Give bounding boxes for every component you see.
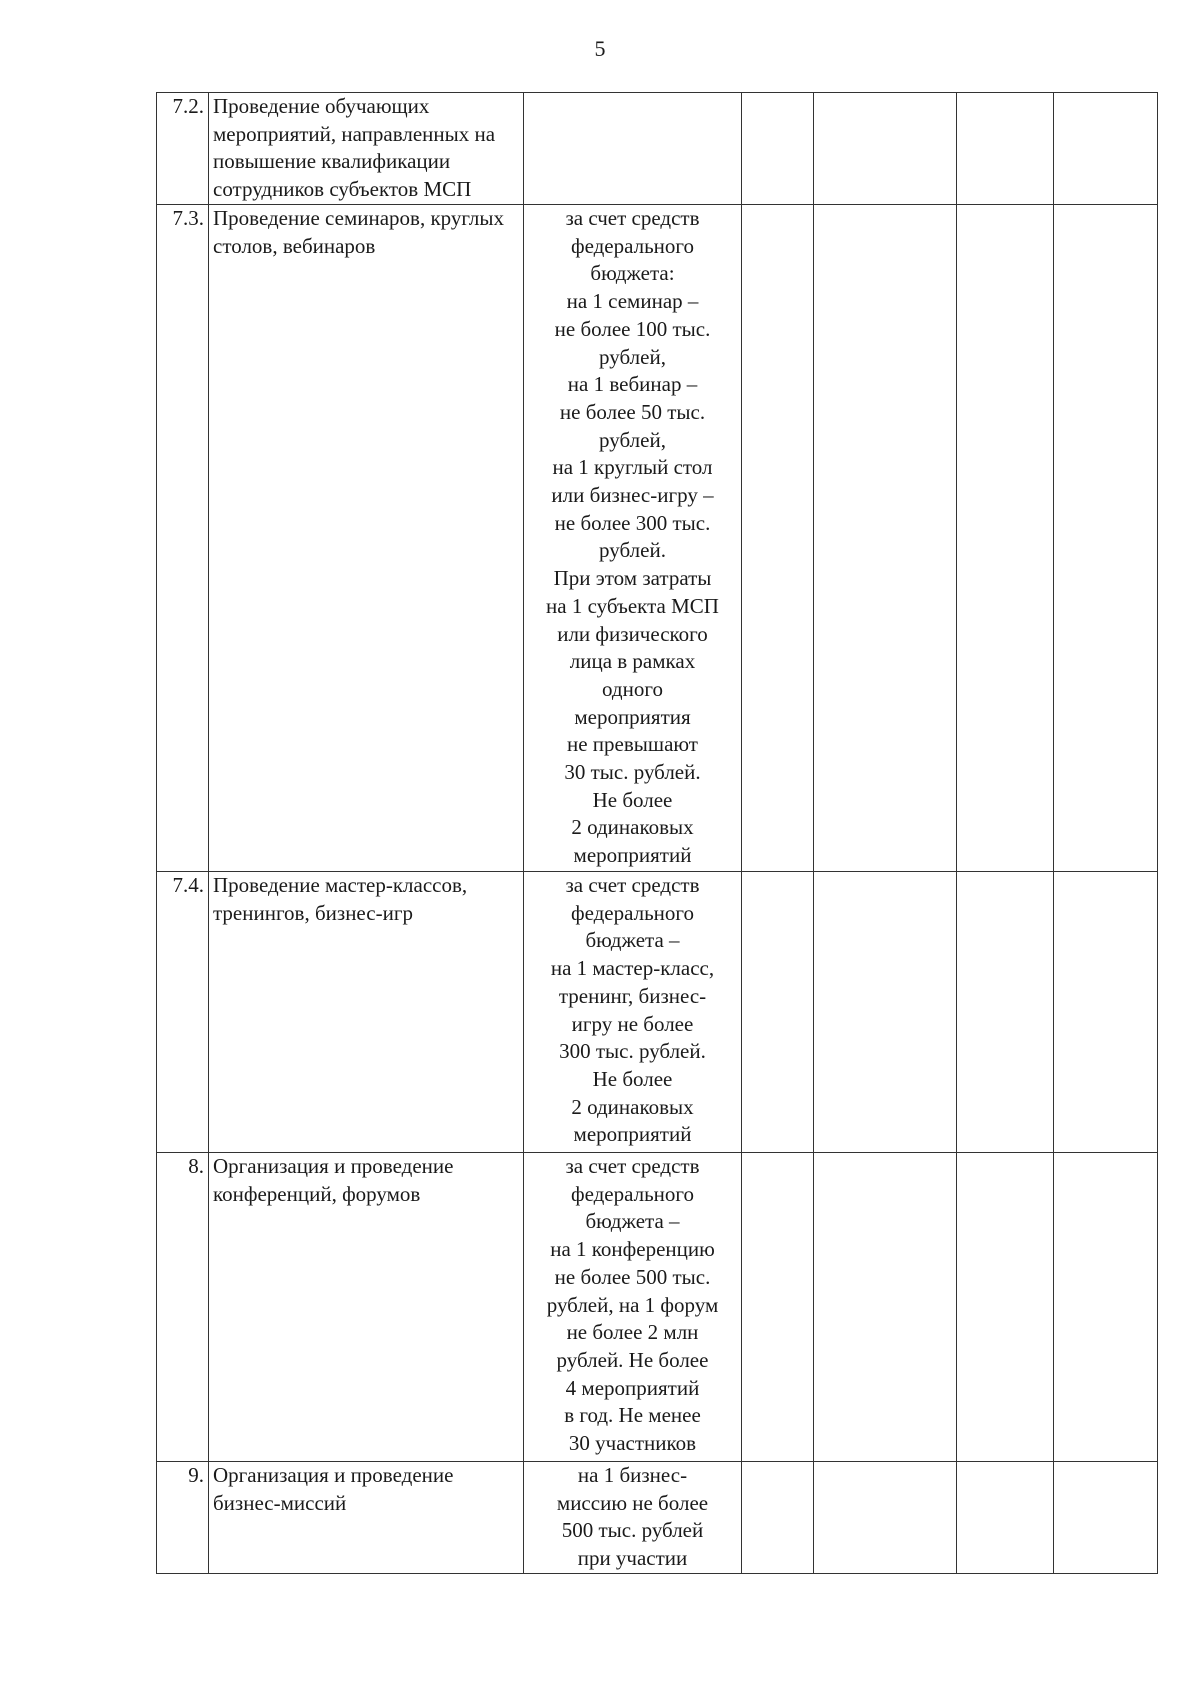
row-number: 8. xyxy=(157,1153,209,1462)
row-condition: на 1 бизнес- миссию не более 500 тыс. рублей при участии xyxy=(524,1462,742,1574)
empty-cell xyxy=(742,93,814,205)
empty-cell xyxy=(742,872,814,1153)
row-title: Организация и проведение конференций, форумов xyxy=(209,1153,524,1462)
row-condition: за счет средств федерального бюджета: на 1 семинар – не более 100 тыс. рублей, на 1 вебинар – не более 50 тыс. рублей, на 1 круглый стол или бизнес-игру – не более 300 тыс. рублей. При этом затраты на 1 субъекта МСП или физического лица в рамках одного мероприятия не превышают 30 тыс. рублей. Не более 2 одинаковых мероприятий xyxy=(524,205,742,872)
empty-cell xyxy=(814,205,957,872)
row-number: 7.4. xyxy=(157,872,209,1153)
row-title: Проведение семинаров, круглых столов, вебинаров xyxy=(209,205,524,872)
empty-cell xyxy=(957,1462,1054,1574)
row-condition: за счет средств федерального бюджета – на 1 конференцию не более 500 тыс. рублей, на 1 форум не более 2 млн рублей. Не более 4 мероприятий в год. Не менее 30 участников xyxy=(524,1153,742,1462)
empty-cell xyxy=(742,1462,814,1574)
empty-cell xyxy=(814,872,957,1153)
document-table xyxy=(156,92,1158,1574)
empty-cell xyxy=(1054,1462,1158,1574)
row-number: 7.3. xyxy=(157,205,209,872)
table-row xyxy=(157,1462,1158,1574)
row-condition xyxy=(524,93,742,205)
empty-cell xyxy=(1054,205,1158,872)
row-title: Организация и проведение бизнес-миссий xyxy=(209,1462,524,1574)
empty-cell xyxy=(957,872,1054,1153)
empty-cell xyxy=(1054,93,1158,205)
empty-cell xyxy=(814,1462,957,1574)
empty-cell xyxy=(1054,872,1158,1153)
table-row xyxy=(157,1153,1158,1462)
empty-cell xyxy=(742,205,814,872)
empty-cell xyxy=(957,205,1054,872)
empty-cell xyxy=(1054,1153,1158,1462)
table-row xyxy=(157,93,1158,205)
empty-cell xyxy=(957,1153,1054,1462)
empty-cell xyxy=(814,93,957,205)
row-condition: за счет средств федерального бюджета – на 1 мастер-класс, тренинг, бизнес- игру не более 300 тыс. рублей. Не более 2 одинаковых мероприятий xyxy=(524,872,742,1153)
page-number: 5 xyxy=(594,36,606,61)
empty-cell xyxy=(742,1153,814,1462)
row-number: 9. xyxy=(157,1462,209,1574)
table-row xyxy=(157,205,1158,872)
row-title: Проведение мастер-классов, тренингов, бизнес-игр xyxy=(209,872,524,1153)
row-number: 7.2. xyxy=(157,93,209,205)
empty-cell xyxy=(957,93,1054,205)
table-row xyxy=(157,872,1158,1153)
empty-cell xyxy=(814,1153,957,1462)
row-title: Проведение обучающих мероприятий, направленных на повышение квалификации сотрудников субъектов МСП xyxy=(209,93,524,205)
